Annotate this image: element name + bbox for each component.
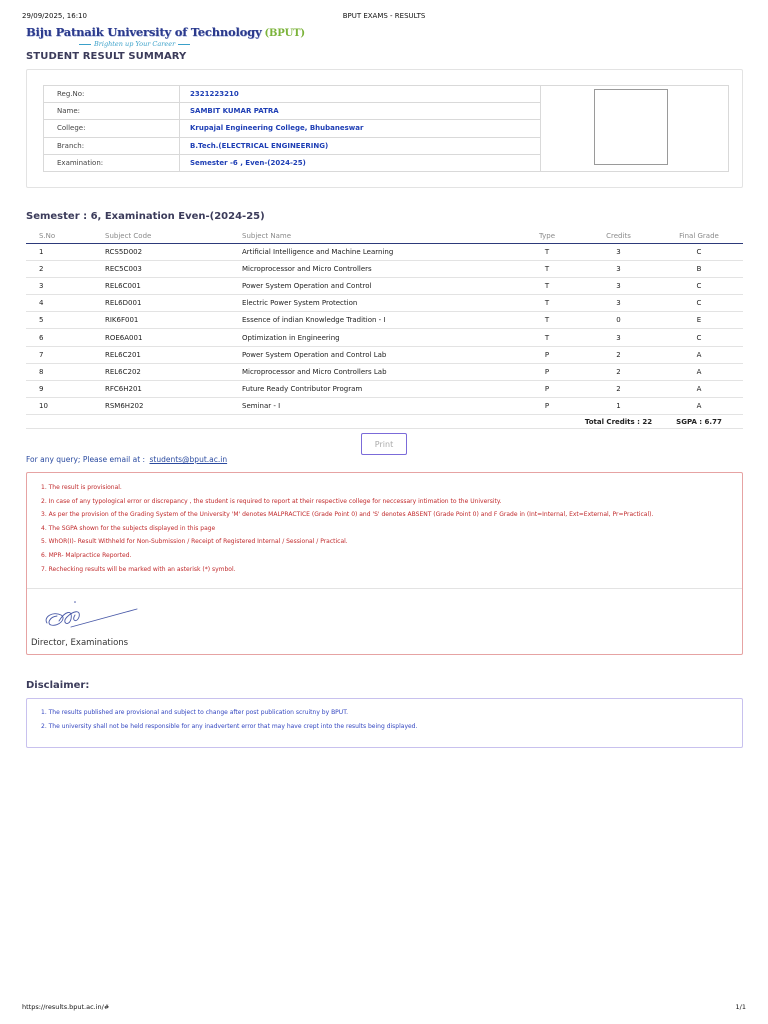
table-row <box>26 329 743 346</box>
director-signature <box>41 597 141 632</box>
cell-subject-name: Seminar - I <box>242 398 512 415</box>
info-label: Examination: <box>44 154 180 171</box>
sgpa: SGPA : 6.77 <box>655 415 743 429</box>
print-url: https://results.bput.ac.in/# <box>22 1003 110 1011</box>
cell-credits: 2 <box>582 381 655 398</box>
cell-subject-code: REL6C201 <box>105 346 242 363</box>
cell-sno: 6 <box>26 329 105 346</box>
table-row <box>26 312 743 329</box>
cell-subject-code: ROE6A001 <box>105 329 242 346</box>
cell-subject-code: RFC6H201 <box>105 381 242 398</box>
cell-credits: 3 <box>582 260 655 277</box>
info-row <box>44 137 541 154</box>
cell-subject-name: Future Ready Contributor Program <box>242 381 512 398</box>
col-header-subject-name: Subject Name <box>242 229 512 243</box>
signature-area <box>27 588 742 654</box>
info-label: Branch: <box>44 137 180 154</box>
logo-abbreviation: (BPUT) <box>264 28 305 39</box>
cell-subject-code: REL6D001 <box>105 295 242 312</box>
logo-tagline: Brighten up Your Career <box>76 40 266 48</box>
cell-sno: 5 <box>26 312 105 329</box>
info-row <box>44 103 541 120</box>
col-header-sno: S.No <box>26 229 105 243</box>
cell-subject-code: RSM6H202 <box>105 398 242 415</box>
cell-subject-code: RCS5D002 <box>105 243 242 260</box>
note-item: 4. The SGPA shown for the subjects displayed in this page <box>41 524 216 532</box>
cell-credits: 2 <box>582 363 655 380</box>
info-value: Krupajal Engineering College, Bhubaneswar <box>180 120 541 137</box>
cell-sno: 2 <box>26 260 105 277</box>
info-row <box>44 154 541 171</box>
info-label: Reg.No: <box>44 86 180 103</box>
cell-credits: 3 <box>582 329 655 346</box>
info-row <box>44 120 541 137</box>
info-label: Name: <box>44 103 180 120</box>
cell-subject-name: Artificial Intelligence and Machine Learning <box>242 243 512 260</box>
print-header <box>22 12 746 22</box>
photo-cell <box>541 85 729 172</box>
cell-final-grade: C <box>655 277 743 294</box>
info-value: SAMBIT KUMAR PATRA <box>180 103 541 120</box>
disclaimer-card <box>26 698 743 748</box>
cell-subject-name: Essence of indian Knowledge Tradition - I <box>242 312 512 329</box>
cell-final-grade: E <box>655 312 743 329</box>
note-item: 7. Rechecking results will be marked with an asterisk (*) symbol. <box>41 565 236 573</box>
semester-title: Semester : 6, Examination Even-(2024-25) <box>26 211 265 222</box>
cell-final-grade: A <box>655 381 743 398</box>
col-header-type: Type <box>512 229 582 243</box>
table-row <box>26 381 743 398</box>
cell-final-grade: B <box>655 260 743 277</box>
totals-row <box>26 415 743 429</box>
disclaimer-list <box>41 709 417 736</box>
cell-credits: 3 <box>582 277 655 294</box>
cell-sno: 9 <box>26 381 105 398</box>
note-item: 2. In case of any typological error or discrepancy , the student is required to report at their respective college for neccessary intimation to the University. <box>41 497 502 505</box>
cell-type: P <box>512 346 582 363</box>
print-datetime: 29/09/2025, 16:10 <box>22 12 87 20</box>
table-row <box>26 243 743 260</box>
director-label: Director, Examinations <box>31 638 129 648</box>
university-logo <box>26 25 305 53</box>
cell-credits: 3 <box>582 243 655 260</box>
cell-type: T <box>512 295 582 312</box>
cell-credits: 0 <box>582 312 655 329</box>
note-item: 3. As per the provision of the Grading System of the University 'M' denotes MALPRACTICE (Grade Point 0) and 'S' denotes ABSENT (Grade Point 0) and F Grade in (Int=Internal, Ext=External, Pr=Practical). <box>41 511 654 519</box>
cell-final-grade: A <box>655 346 743 363</box>
cell-subject-code: REC5C003 <box>105 260 242 277</box>
print-page-count: 1/1 <box>735 1003 746 1011</box>
cell-type: P <box>512 381 582 398</box>
info-row <box>44 86 541 103</box>
col-header-final-grade: Final Grade <box>655 229 743 243</box>
grades-header-row <box>26 229 743 243</box>
cell-subject-code: RIK6F001 <box>105 312 242 329</box>
note-item: 1. The result is provisional. <box>41 484 122 491</box>
query-email-link[interactable]: students@bput.ac.in <box>149 455 228 464</box>
notes-card <box>26 472 743 655</box>
disclaimer-item: 1. The results published are provisional and subject to change after post publication scruitny by BPUT. <box>41 709 349 716</box>
student-photo <box>594 89 668 165</box>
cell-credits: 3 <box>582 295 655 312</box>
cell-final-grade: C <box>655 243 743 260</box>
cell-type: T <box>512 329 582 346</box>
col-header-credits: Credits <box>582 229 655 243</box>
table-row <box>26 260 743 277</box>
print-button[interactable]: Print <box>361 433 407 455</box>
table-row <box>26 346 743 363</box>
cell-sno: 7 <box>26 346 105 363</box>
student-info-table <box>43 85 541 172</box>
cell-type: T <box>512 260 582 277</box>
cell-final-grade: C <box>655 295 743 312</box>
print-page-title: BPUT EXAMS - RESULTS <box>342 12 426 20</box>
cell-subject-name: Electric Power System Protection <box>242 295 512 312</box>
cell-type: T <box>512 312 582 329</box>
query-text: For any query; Please email at : <box>26 455 146 464</box>
col-header-subject-code: Subject Code <box>105 229 242 243</box>
cell-credits: 1 <box>582 398 655 415</box>
cell-sno: 1 <box>26 243 105 260</box>
cell-subject-name: Microprocessor and Micro Controllers Lab <box>242 363 512 380</box>
logo-university-name: Biju Patnaik University of Technology (BPUT) <box>26 25 305 39</box>
cell-type: T <box>512 243 582 260</box>
summary-title: STUDENT RESULT SUMMARY <box>26 51 187 62</box>
cell-subject-code: REL6C202 <box>105 363 242 380</box>
cell-credits: 2 <box>582 346 655 363</box>
note-item: 6. MPR- Malpractice Reported. <box>41 551 132 559</box>
cell-sno: 10 <box>26 398 105 415</box>
total-credits: Total Credits : 22 <box>582 415 655 429</box>
note-item: 5. WhOR(I)- Result Withheld for Non-Submission / Receipt of Registered Internal / Sessional / Practical. <box>41 538 348 546</box>
cell-subject-name: Microprocessor and Micro Controllers <box>242 260 512 277</box>
table-row <box>26 398 743 415</box>
student-info-card <box>26 69 743 188</box>
cell-sno: 3 <box>26 277 105 294</box>
table-row <box>26 363 743 380</box>
disclaimer-item: 2. The university shall not be held responsible for any inadvertent error that may have crept into the results being displayed. <box>41 722 418 730</box>
cell-final-grade: A <box>655 363 743 380</box>
cell-type: P <box>512 363 582 380</box>
grades-table <box>26 229 743 429</box>
table-row <box>26 277 743 294</box>
cell-type: T <box>512 277 582 294</box>
cell-subject-name: Optimization in Engineering <box>242 329 512 346</box>
cell-final-grade: C <box>655 329 743 346</box>
info-value: 2321223210 <box>180 86 541 103</box>
notes-list <box>41 483 653 578</box>
cell-sno: 4 <box>26 295 105 312</box>
cell-sno: 8 <box>26 363 105 380</box>
disclaimer-title: Disclaimer: <box>26 680 90 691</box>
info-value: Semester -6 , Even-(2024-25) <box>180 154 541 171</box>
info-value: B.Tech.(ELECTRICAL ENGINEERING) <box>180 137 541 154</box>
cell-subject-name: Power System Operation and Control Lab <box>242 346 512 363</box>
cell-subject-code: REL6C001 <box>105 277 242 294</box>
info-label: College: <box>44 120 180 137</box>
cell-final-grade: A <box>655 398 743 415</box>
table-row <box>26 295 743 312</box>
query-line <box>26 455 227 464</box>
cell-type: P <box>512 398 582 415</box>
cell-subject-name: Power System Operation and Control <box>242 277 512 294</box>
